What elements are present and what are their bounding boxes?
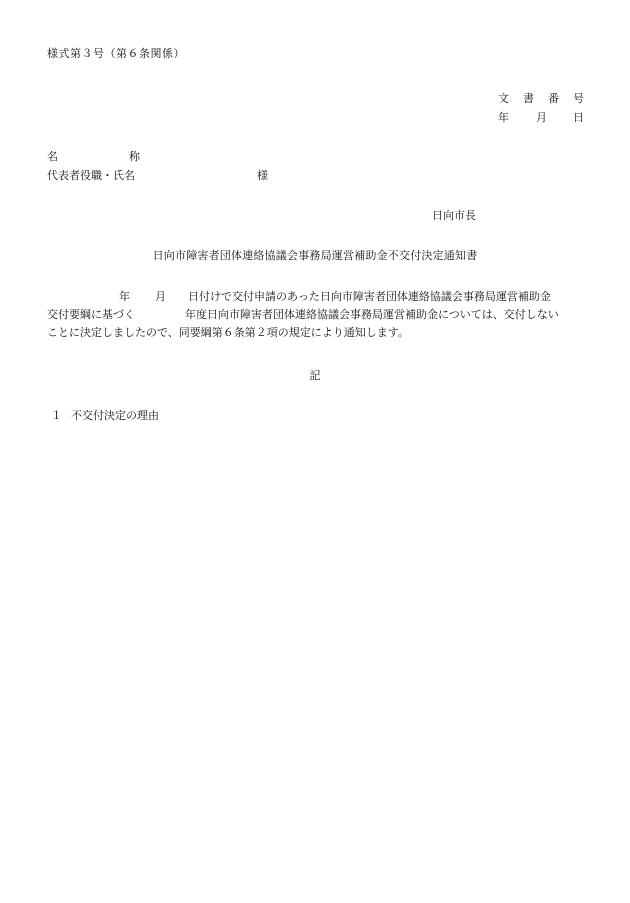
doc-number-char-4: 号 <box>573 92 584 105</box>
document-title: 日向市障害者団体連絡協議会事務局運営補助金不交付決定通知書 <box>152 249 478 262</box>
date-month: 月 <box>536 111 547 124</box>
honorific-sama: 様 <box>257 169 268 182</box>
issuer-name: 日向市長 <box>432 209 476 222</box>
body-line-1-text: 日付けで交付申請のあった日向市障害者団体連絡協議会事務局運営補助金 <box>188 290 551 303</box>
item-label: 不交付決定の理由 <box>71 409 159 422</box>
document-number-label <box>498 92 584 105</box>
body-year-blank: 年 <box>119 290 130 303</box>
body-month-blank: 月 <box>155 290 166 303</box>
item-number: １ <box>51 409 62 422</box>
date-line <box>498 111 584 124</box>
representative-label: 代表者役職・氏名 <box>47 169 135 182</box>
body-line-2-text: 年度日向市障害者団体連絡協議会事務局運営補助金については、交付しない <box>185 308 559 321</box>
doc-number-char-3: 番 <box>548 92 559 105</box>
body-line-2-start: 交付要綱に基づく <box>47 308 135 321</box>
form-number: 様式第３号（第６条関係） <box>47 47 185 60</box>
recipient-name-label-1: 名 <box>47 150 58 163</box>
doc-number-char-2: 書 <box>523 92 534 105</box>
recipient-name-label-2: 称 <box>129 150 140 163</box>
date-day: 日 <box>573 111 584 124</box>
date-year: 年 <box>498 111 509 124</box>
doc-number-char-1: 文 <box>498 92 509 105</box>
ki-heading: 記 <box>309 369 321 382</box>
body-line-3: ことに決定しましたので、同要綱第６条第２項の規定により通知します。 <box>47 326 409 339</box>
